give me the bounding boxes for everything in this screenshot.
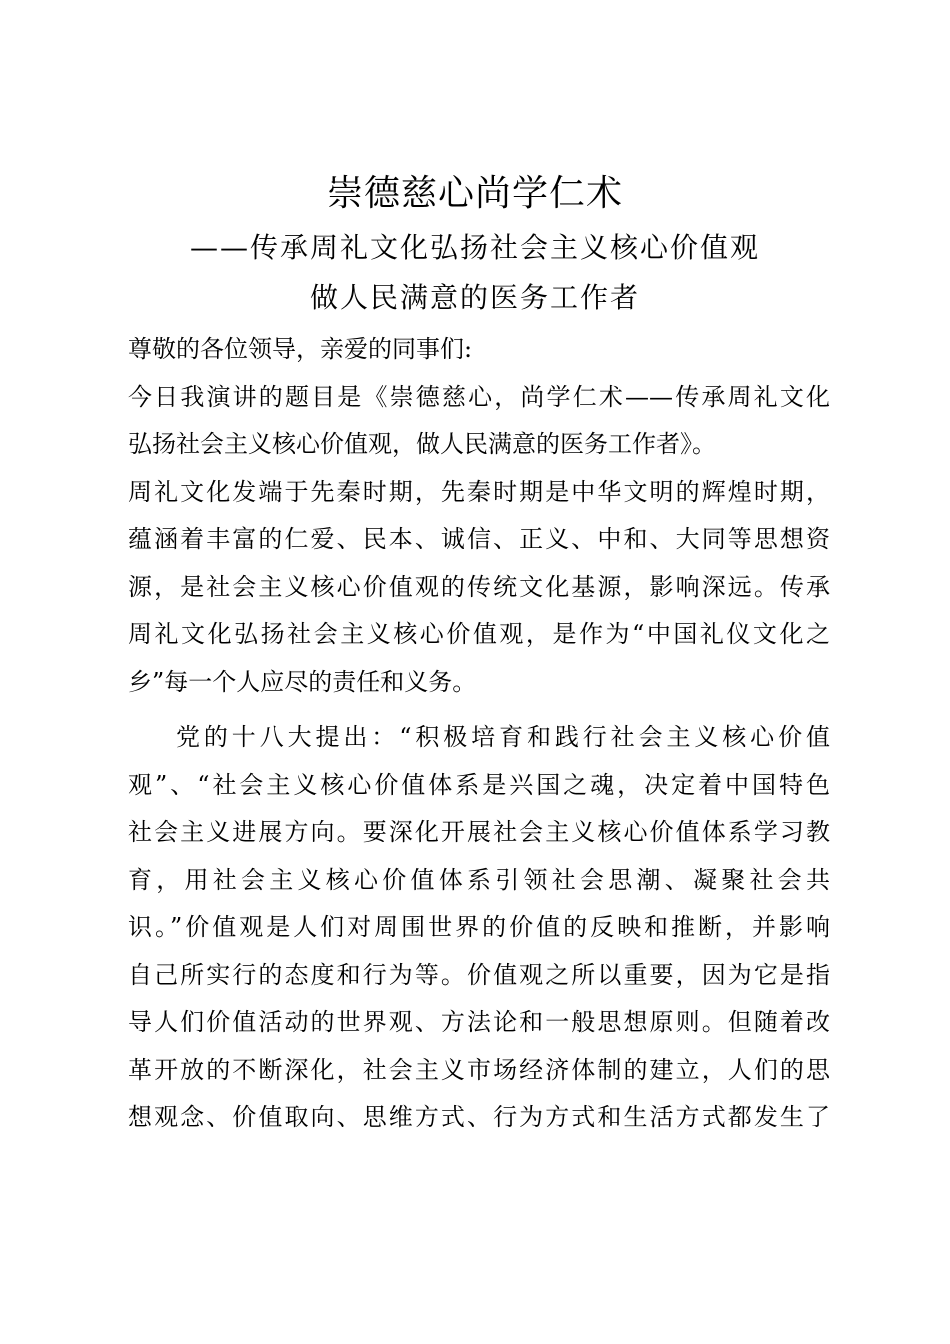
paragraph-line: 弘扬社会主义核心价值观，做人民满意的医务工作者》。	[128, 430, 716, 458]
document-subtitle-line-1: ——传承周礼文化弘扬社会主义核心价值观	[189, 231, 760, 264]
paragraph-line: 观”、“社会主义核心价值体系是兴国之魂，决定着中国特色	[128, 770, 830, 799]
paragraph-line: 革开放的不断深化，社会主义市场经济体制的建立，人们的思	[128, 1055, 830, 1084]
paragraph-line: 今日我演讲的题目是《崇德慈心，尚学仁术——传承周礼文化	[128, 382, 830, 411]
paragraph-1	[128, 374, 830, 469]
paragraph-line: 乡”每一个人应尽的责任和义务。	[128, 667, 477, 696]
paragraph-gap	[128, 706, 830, 714]
paragraph-line: 社会主义进展方向。要深化开展社会主义核心价值体系学习教	[128, 818, 830, 846]
paragraph-line: 育，用社会主义核心价值体系引领社会思潮、凝聚社会共	[128, 865, 830, 894]
paragraph-line: 识。”价值观是人们对周围世界的价值的反映和推断，并影响	[128, 913, 830, 941]
document-title: 崇德慈心尚学仁术	[326, 173, 623, 214]
paragraph-line: 周礼文化弘扬社会主义核心价值观，是作为“中国礼仪文化之	[128, 620, 830, 648]
paragraph-line: 周礼文化发端于先秦时期，先秦时期是中华文明的辉煌时期，	[128, 477, 830, 506]
paragraph-line: 源，是社会主义核心价值观的传统文化基源，影响深远。传承	[128, 572, 830, 601]
paragraph-line: 导人们价值活动的世界观、方法论和一般思想原则。但随着改	[128, 1008, 830, 1036]
salutation: 尊敬的各位领导，亲爱的同事们:	[128, 335, 473, 363]
paragraph-3	[128, 714, 830, 1142]
paragraph-line: 自己所实行的态度和行为等。价值观之所以重要，因为它是指	[128, 960, 830, 989]
document-body	[128, 326, 830, 1142]
paragraph-line: 蕴涵着丰富的仁爱、民本、诚信、正义、中和、大同等思想资	[128, 525, 830, 553]
paragraph-line: 想观念、价值取向、思维方式、行为方式和生活方式都发生了	[128, 1103, 830, 1131]
document-subtitle-line-2: 做人民满意的医务工作者	[309, 281, 640, 314]
paragraph-line: 党的十八大提出：“积极培育和践行社会主义核心价值	[176, 723, 830, 751]
paragraph-2	[128, 469, 830, 707]
